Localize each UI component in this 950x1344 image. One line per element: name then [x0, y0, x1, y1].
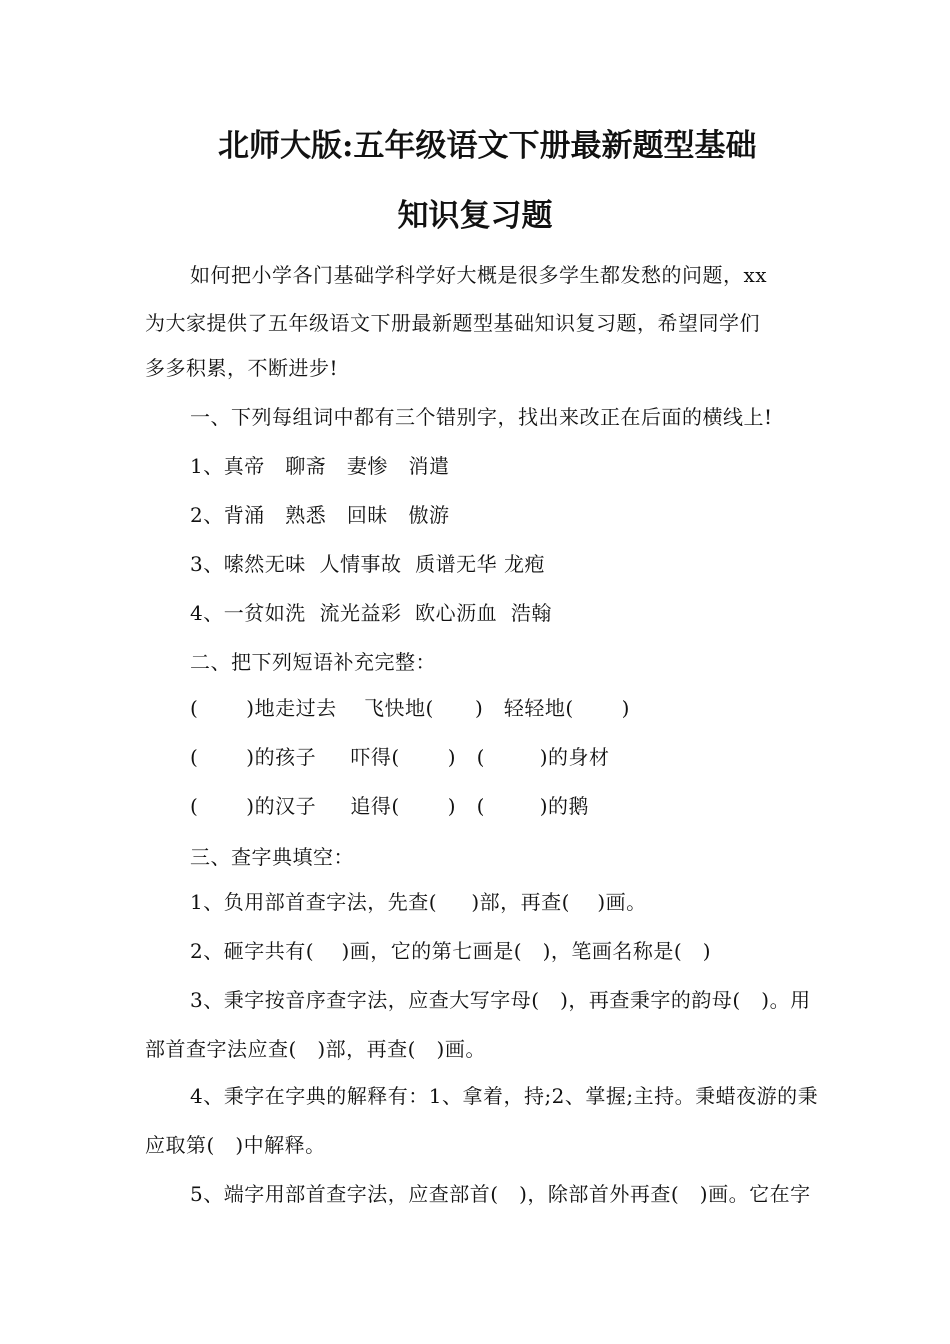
section3-question-4-line-2: 应取第( )中解释。	[145, 1133, 326, 1157]
section2-row: ( )的汉子 追得( ) ( )的鹅	[190, 794, 590, 818]
section3-question-3-line-2: 部首查字法应查( )部，再查( )画。	[145, 1037, 486, 1061]
section1-item: 4、一贫如洗 流光益彩 欧心沥血 浩翰	[190, 601, 552, 625]
section3-question-3-line-1: 3、秉字按音序查字法，应查大写字母( )，再查秉字的韵母( )。用	[190, 988, 811, 1012]
title-line-2: 知识复习题	[397, 198, 553, 234]
section1-item: 3、嗦然无味 人情事故 质谱无华 龙疱	[190, 552, 546, 576]
section3-question-4-line-1: 4、秉字在字典的解释有：1、拿着，持;2、掌握;主持。秉蜡夜游的秉	[190, 1084, 819, 1108]
section3-question-1: 1、负用部首查字法，先查( )部，再查( )画。	[190, 890, 647, 914]
title-line-1: 北师大版:五年级语文下册最新题型基础	[218, 128, 757, 164]
intro-line-3: 多多积累，不断进步!	[145, 356, 339, 380]
section2-row: ( )地走过去 飞快地( ) 轻轻地( )	[190, 696, 630, 720]
section2-heading: 二、把下列短语补充完整：	[190, 650, 436, 674]
section3-question-2: 2、砸字共有( )画，它的第七画是( )，笔画名称是( )	[190, 939, 712, 963]
section3-heading: 三、查字典填空：	[190, 845, 354, 869]
section1-item: 2、背涌 熟悉 回昧 傲游	[190, 503, 450, 527]
section3-question-5-line-1: 5、端字用部首查字法，应查部首( )，除部首外再查( )画。它在字	[190, 1182, 811, 1206]
section1-heading: 一、下列每组词中都有三个错别字，找出来改正在后面的横线上!	[190, 405, 773, 429]
intro-line-2: 为大家提供了五年级语文下册最新题型基础知识复习题，希望同学们	[145, 311, 760, 335]
section1-item: 1、真帝 聊斋 妻惨 消遣	[190, 454, 450, 478]
section2-row: ( )的孩子 吓得( ) ( )的身材	[190, 745, 610, 769]
intro-line-1: 如何把小学各门基础学科学好大概是很多学生都发愁的问题，xx	[190, 263, 768, 287]
